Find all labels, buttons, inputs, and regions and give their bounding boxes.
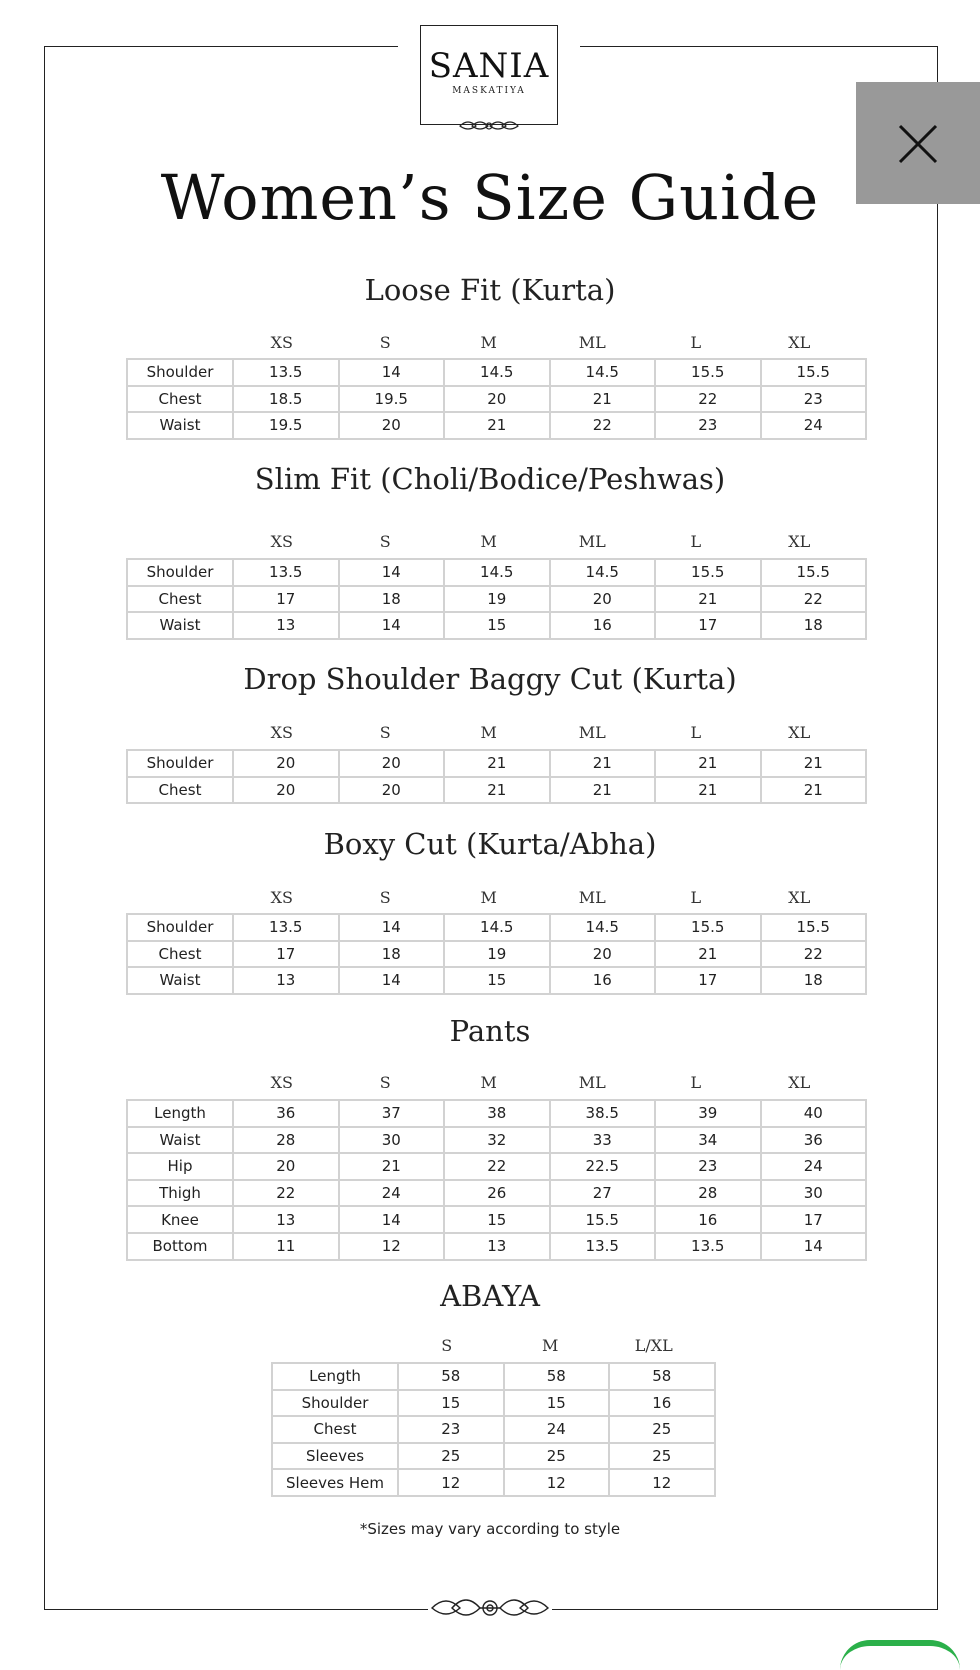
measurement-value: 20 [233, 1153, 339, 1180]
measurement-value: 15.5 [655, 559, 761, 586]
measurement-value: 23 [761, 386, 867, 413]
size-header: XL [788, 532, 811, 551]
measurement-value: 21 [761, 750, 867, 777]
measurement-value: 24 [761, 1153, 867, 1180]
table-row [127, 1233, 866, 1260]
table-row [127, 359, 866, 386]
size-table [126, 1099, 867, 1261]
measurement-value: 21 [550, 386, 656, 413]
measurement-label: Bottom [127, 1233, 233, 1260]
floral-ornament-icon [428, 1586, 552, 1630]
measurement-value: 22 [233, 1180, 339, 1207]
measurement-value: 22 [761, 586, 867, 613]
measurement-label: Knee [127, 1206, 233, 1233]
measurement-value: 18 [339, 586, 445, 613]
table-row [272, 1416, 715, 1443]
measurement-value: 21 [655, 750, 761, 777]
table-row [127, 967, 866, 994]
measurement-value: 21 [444, 412, 550, 439]
measurement-label: Waist [127, 412, 233, 439]
measurement-value: 23 [655, 1153, 761, 1180]
measurement-label: Shoulder [127, 559, 233, 586]
size-header: XS [270, 888, 293, 907]
size-table [126, 558, 867, 640]
measurement-value: 14.5 [444, 359, 550, 386]
size-header: ML [578, 532, 606, 551]
measurement-value: 20 [339, 750, 445, 777]
measurement-value: 23 [655, 412, 761, 439]
size-header: M [480, 333, 497, 352]
size-header: XS [270, 723, 293, 742]
measurement-label: Shoulder [127, 359, 233, 386]
table-row [127, 1180, 866, 1207]
section-title: Loose Fit (Kurta) [364, 273, 616, 307]
measurement-value: 21 [655, 941, 761, 968]
measurement-value: 25 [609, 1416, 715, 1443]
measurement-value: 16 [550, 967, 656, 994]
measurement-value: 16 [609, 1390, 715, 1417]
size-header: XS [270, 532, 293, 551]
size-header: M [480, 1073, 497, 1092]
measurement-value: 14.5 [444, 914, 550, 941]
table-row [127, 777, 866, 804]
measurement-value: 13 [233, 612, 339, 639]
measurement-value: 17 [233, 586, 339, 613]
table-row [127, 914, 866, 941]
measurement-label: Chest [272, 1416, 398, 1443]
size-header: L [690, 1073, 702, 1092]
measurement-value: 14.5 [444, 559, 550, 586]
measurement-value: 18 [761, 612, 867, 639]
measurement-value: 23 [398, 1416, 504, 1443]
measurement-value: 21 [550, 750, 656, 777]
measurement-value: 25 [504, 1443, 610, 1470]
measurement-value: 17 [233, 941, 339, 968]
measurement-value: 13 [444, 1233, 550, 1260]
size-header: M [480, 532, 497, 551]
measurement-value: 13.5 [233, 914, 339, 941]
measurement-label: Shoulder [272, 1390, 398, 1417]
measurement-value: 19.5 [339, 386, 445, 413]
measurement-label: Length [127, 1100, 233, 1127]
measurement-value: 15.5 [655, 914, 761, 941]
measurement-label: Chest [127, 586, 233, 613]
measurement-value: 30 [761, 1180, 867, 1207]
measurement-value: 24 [504, 1416, 610, 1443]
size-header: XL [788, 1073, 811, 1092]
measurement-value: 18 [339, 941, 445, 968]
measurement-value: 34 [655, 1127, 761, 1154]
measurement-value: 21 [339, 1153, 445, 1180]
measurement-value: 21 [550, 777, 656, 804]
measurement-value: 28 [233, 1127, 339, 1154]
table-row [272, 1469, 715, 1496]
measurement-value: 21 [444, 750, 550, 777]
measurement-value: 37 [339, 1100, 445, 1127]
section-title: Pants [449, 1014, 531, 1048]
measurement-value: 15 [504, 1390, 610, 1417]
measurement-value: 19.5 [233, 412, 339, 439]
table-row [272, 1363, 715, 1390]
size-header: ML [578, 723, 606, 742]
measurement-value: 12 [609, 1469, 715, 1496]
measurement-value: 15 [444, 1206, 550, 1233]
measurement-value: 20 [233, 777, 339, 804]
measurement-value: 20 [550, 586, 656, 613]
measurement-value: 33 [550, 1127, 656, 1154]
measurement-value: 14 [339, 559, 445, 586]
table-row [127, 612, 866, 639]
size-header: M [542, 1336, 559, 1355]
table-row [127, 750, 866, 777]
size-header: S [379, 1073, 391, 1092]
measurement-value: 19 [444, 941, 550, 968]
measurement-value: 20 [444, 386, 550, 413]
measurement-value: 15.5 [761, 914, 867, 941]
measurement-value: 25 [398, 1443, 504, 1470]
measurement-value: 21 [444, 777, 550, 804]
measurement-label: Length [272, 1363, 398, 1390]
table-row [127, 1206, 866, 1233]
measurement-value: 14 [339, 612, 445, 639]
size-table [126, 358, 867, 440]
table-row [127, 941, 866, 968]
measurement-value: 20 [550, 941, 656, 968]
measurement-value: 13.5 [655, 1233, 761, 1260]
measurement-value: 12 [504, 1469, 610, 1496]
measurement-value: 22 [444, 1153, 550, 1180]
sizing-note: *Sizes may vary according to style [359, 1520, 621, 1538]
measurement-value: 30 [339, 1127, 445, 1154]
measurement-value: 15.5 [761, 559, 867, 586]
table-row [272, 1390, 715, 1417]
measurement-value: 58 [504, 1363, 610, 1390]
measurement-value: 13.5 [233, 359, 339, 386]
measurement-value: 58 [398, 1363, 504, 1390]
measurement-value: 38 [444, 1100, 550, 1127]
table-row [127, 559, 866, 586]
size-header: ML [578, 1073, 606, 1092]
measurement-label: Chest [127, 386, 233, 413]
measurement-value: 21 [655, 777, 761, 804]
measurement-value: 15.5 [761, 359, 867, 386]
measurement-value: 26 [444, 1180, 550, 1207]
size-header: XS [270, 1073, 293, 1092]
measurement-value: 17 [655, 967, 761, 994]
measurement-value: 27 [550, 1180, 656, 1207]
measurement-value: 20 [339, 412, 445, 439]
measurement-value: 16 [655, 1206, 761, 1233]
size-header: XL [788, 333, 811, 352]
measurement-label: Chest [127, 777, 233, 804]
measurement-value: 32 [444, 1127, 550, 1154]
measurement-value: 13.5 [233, 559, 339, 586]
table-row [127, 1127, 866, 1154]
floral-ornament-icon [458, 116, 520, 136]
table-row [127, 412, 866, 439]
measurement-value: 15 [444, 967, 550, 994]
measurement-value: 24 [339, 1180, 445, 1207]
measurement-label: Sleeves [272, 1443, 398, 1470]
measurement-value: 20 [233, 750, 339, 777]
measurement-value: 21 [761, 777, 867, 804]
size-header: L/XL [634, 1336, 673, 1355]
measurement-value: 19 [444, 586, 550, 613]
measurement-label: Waist [127, 1127, 233, 1154]
brand-name: SANIA [428, 46, 550, 86]
size-header: ML [578, 333, 606, 352]
size-header: L [690, 333, 702, 352]
measurement-value: 21 [655, 586, 761, 613]
measurement-value: 28 [655, 1180, 761, 1207]
section-title: ABAYA [440, 1279, 540, 1313]
size-header: ML [578, 888, 606, 907]
measurement-value: 12 [398, 1469, 504, 1496]
measurement-value: 13 [233, 1206, 339, 1233]
measurement-value: 15.5 [655, 359, 761, 386]
measurement-value: 25 [609, 1443, 715, 1470]
measurement-label: Shoulder [127, 750, 233, 777]
measurement-value: 38.5 [550, 1100, 656, 1127]
measurement-label: Thigh [127, 1180, 233, 1207]
size-header: L [690, 888, 702, 907]
size-header: XL [788, 723, 811, 742]
measurement-value: 13.5 [550, 1233, 656, 1260]
measurement-value: 40 [761, 1100, 867, 1127]
measurement-value: 39 [655, 1100, 761, 1127]
size-header: S [441, 1336, 453, 1355]
table-row [272, 1443, 715, 1470]
measurement-value: 14.5 [550, 914, 656, 941]
measurement-value: 15 [398, 1390, 504, 1417]
size-table [126, 913, 867, 995]
measurement-label: Chest [127, 941, 233, 968]
page-title: Women’s Size Guide [160, 161, 820, 234]
size-header: S [379, 888, 391, 907]
size-header: L [690, 723, 702, 742]
measurement-value: 15 [444, 612, 550, 639]
measurement-value: 14 [339, 914, 445, 941]
measurement-value: 22 [550, 412, 656, 439]
measurement-label: Waist [127, 612, 233, 639]
measurement-value: 24 [761, 412, 867, 439]
size-header: L [690, 532, 702, 551]
measurement-value: 58 [609, 1363, 715, 1390]
section-title: Slim Fit (Choli/Bodice/Peshwas) [254, 462, 726, 496]
section-title: Boxy Cut (Kurta/Abha) [323, 827, 657, 861]
measurement-value: 36 [233, 1100, 339, 1127]
measurement-value: 14 [761, 1233, 867, 1260]
measurement-value: 14.5 [550, 359, 656, 386]
table-row [127, 386, 866, 413]
chat-widget-edge[interactable] [840, 1640, 960, 1670]
size-header: XL [788, 888, 811, 907]
brand-logo [420, 25, 558, 125]
measurement-label: Hip [127, 1153, 233, 1180]
section-title: Drop Shoulder Baggy Cut (Kurta) [243, 662, 737, 696]
brand-subname: MASKATIYA [452, 86, 526, 96]
size-table [126, 749, 867, 804]
measurement-value: 14 [339, 359, 445, 386]
size-header: M [480, 888, 497, 907]
measurement-value: 17 [655, 612, 761, 639]
table-row [127, 1100, 866, 1127]
size-header: S [379, 723, 391, 742]
measurement-value: 15.5 [550, 1206, 656, 1233]
measurement-value: 14 [339, 967, 445, 994]
size-header: S [379, 532, 391, 551]
measurement-value: 13 [233, 967, 339, 994]
measurement-value: 22 [655, 386, 761, 413]
size-header: XS [270, 333, 293, 352]
measurement-label: Waist [127, 967, 233, 994]
measurement-value: 22.5 [550, 1153, 656, 1180]
measurement-value: 11 [233, 1233, 339, 1260]
size-table [271, 1362, 716, 1497]
measurement-value: 14 [339, 1206, 445, 1233]
table-row [127, 586, 866, 613]
table-row [127, 1153, 866, 1180]
measurement-value: 18 [761, 967, 867, 994]
measurement-value: 14.5 [550, 559, 656, 586]
measurement-value: 16 [550, 612, 656, 639]
measurement-value: 17 [761, 1206, 867, 1233]
size-header: S [379, 333, 391, 352]
measurement-value: 22 [761, 941, 867, 968]
measurement-value: 20 [339, 777, 445, 804]
measurement-value: 18.5 [233, 386, 339, 413]
measurement-value: 36 [761, 1127, 867, 1154]
size-header: M [480, 723, 497, 742]
measurement-label: Shoulder [127, 914, 233, 941]
measurement-value: 12 [339, 1233, 445, 1260]
measurement-label: Sleeves Hem [272, 1469, 398, 1496]
